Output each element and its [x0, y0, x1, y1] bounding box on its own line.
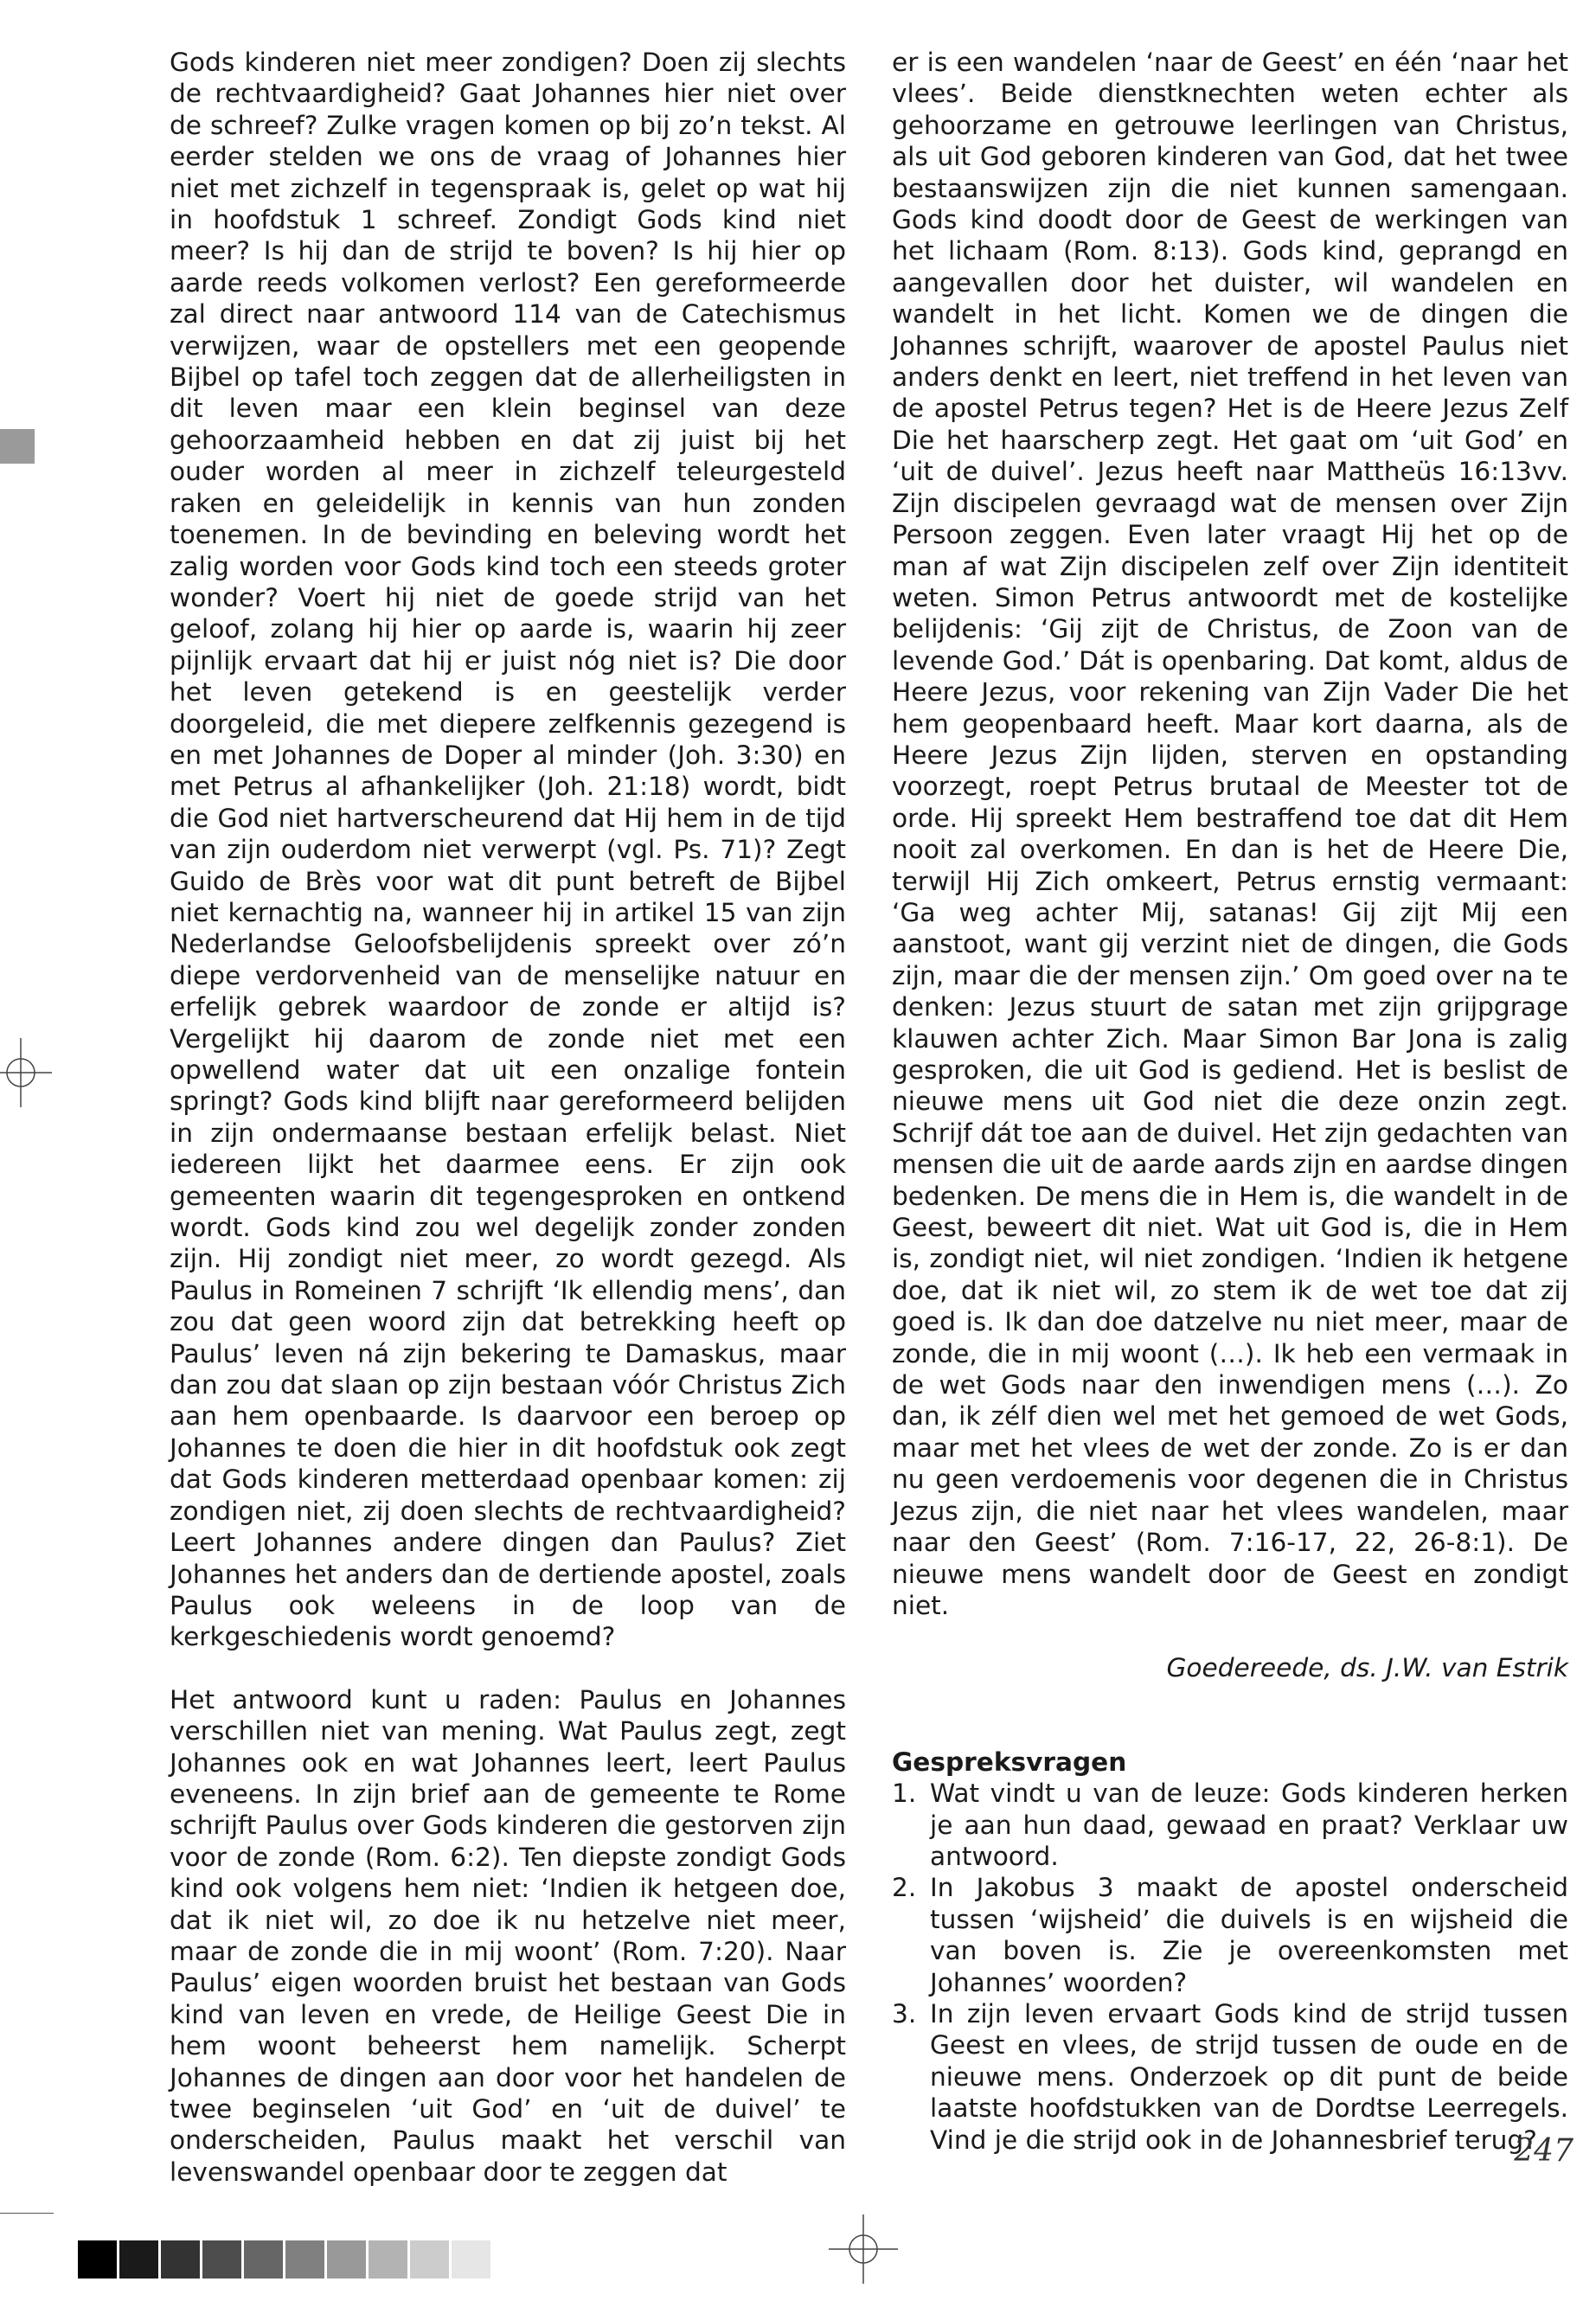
trim-mark	[0, 2213, 54, 2214]
questions-heading: Gespreksvragen	[892, 1747, 1127, 1777]
question-text: Wat vindt u van de leuze: Gods kinderen herken je aan hun daad, gewaad en praat? Verklaar uw antwoord.	[930, 1779, 1568, 1871]
color-swatch	[244, 2240, 283, 2279]
color-swatch	[327, 2240, 366, 2279]
side-color-tab	[0, 429, 35, 464]
color-swatch	[452, 2240, 490, 2279]
question-number: 1.	[892, 1779, 917, 1809]
questions-list	[892, 1778, 1568, 2156]
question-text: In Jakobus 3 maakt de apostel onderscheid tussen ‘wijsheid’ die duivels is en wijsheid die van boven is. Zie je overeenkomsten met Johannes’ woorden?	[930, 1873, 1568, 1997]
color-swatch	[78, 2240, 117, 2279]
paragraph: Gods kinderen niet meer zondigen? Doen zij slechts de rechtvaardigheid? Gaat Johannes hier niet over de schreef? Zulke vragen komen op bij zo’n tekst. Al eerder stelden we ons de vraag of Johannes hier niet met zichzelf in tegenspraak is, gelet op wat hij in hoofdstuk 1 schreef. Zondigt Gods kind niet meer? Is hij dan de strijd te boven? Is hij hier op aarde reeds volkomen verlost? Een gereformeerde zal direct naar antwoord 114 van de Catechismus verwijzen, waar de opstellers met een geopende Bijbel op tafel toch zeggen dat de allerheiligsten in dit leven maar een klein beginsel van deze gehoorzaamheid hebben en dat zij juist bij het ouder worden al meer in zichzelf teleurgesteld raken en geleidelijk in kennis van hun zonden toenemen. In de bevinding en beleving wordt het zalig worden voor Gods kind toch een steeds groter wonder? Voert hij niet de goede strijd van het geloof, zolang hij hier op aarde is, waarin hij zeer pijnlijk ervaart dat hij er juist nóg niet is? Die door het leven getekend is en geestelijk verder doorgeleid, die met diepere zelfkennis gezegend is en met Johannes de Doper al minder (Joh. 3:30) en met Petrus al afhankelijker (Joh. 21:18) wordt, bidt die God niet hartverscheurend dat Hij hem in de tijd van zijn ouderdom niet verwerpt (vgl. Ps. 71)? Zegt Guido de Brès voor wat dit punt betreft de Bijbel niet kernachtig na, wanneer hij in artikel 15 van zijn Nederlandse Geloofsbelijdenis spreekt over zó’n diepe verdorvenheid van de menselijke natuur en erfelijk gebrek waardoor de zonde er altijd is? Vergelijkt hij daarom de zonde niet met een opwellend water dat uit een onzalige fontein springt? Gods kind blijft naar gereformeerd belijden in zijn ondermaanse bestaan erfelijk belast. Niet iedereen lijkt het daarmee eens. Er zijn ook gemeenten waarin dit tegengesproken en ontkend wordt. Gods kind zou wel degelijk zonder zonden zijn. Hij zondigt niet meer, zo wordt gezegd. Als Paulus in Romeinen 7 schrijft ‘Ik ellendig mens’, dan zou dat geen woord zijn dat betrekking heeft op Paulus’ leven ná zijn bekering te Damaskus, maar dan zou dat slaan op zijn bestaan vóór Christus Zich aan hem openbaarde. Is daarvoor een beroep op Johannes te doen die hier in dit hoofdstuk ook zegt dat Gods kinderen metterdaad openbaar komen: zij zondigen niet, zij doen slechts de rechtvaardigheid? Leert Johannes andere dingen dan Paulus? Ziet Johannes het anders dan de dertiende apostel, zoals Paulus ook weleens in de loop van de kerkgeschiedenis wordt genoemd?	[170, 48, 846, 1652]
right-column	[892, 47, 1568, 2156]
author-signature: Goedereede, ds. J.W. van Estrik	[1166, 1653, 1568, 1683]
paragraph: Het antwoord kunt u raden: Paulus en Johannes verschillen niet van mening. Wat Paulus zegt, zegt Johannes ook en wat Johannes leert, leert Paulus eveneens. In zijn brief aan de gemeente te Rome schrijft Paulus over Gods kinderen die gestorven zijn voor de zonde (Rom. 6:2). Ten diepste zondigt Gods kind ook volgens hem niet: ‘Indien ik hetgeen doe, dat ik niet wil, zo doe ik nu hetzelve niet meer, maar de zonde die in mij woont’ (Rom. 7:20). Naar Paulus’ eigen woorden bruist het bestaan van Gods kind van leven en vrede, de Heilige Geest Die in hem woont beheerst hem namelijk. Scherpt Johannes de dingen aan door voor het handelen de twee beginselen ‘uit God’ en ‘uit de duivel’ te onderscheiden, Paulus maakt het verschil van levenswandel openbaar door te zeggen dat	[170, 1684, 846, 2187]
color-swatch	[202, 2240, 241, 2279]
question-text: In zijn leven ervaart Gods kind de strijd tussen Geest en vlees, de strijd tussen de oude en de nieuwe mens. Onderzoek op dit punt de beide laatste hoofdstukken van de Dordtse Leerregels. Vind je die strijd ook in de Johannesbrief terug?	[930, 1998, 1568, 2155]
question-number: 3.	[892, 1998, 917, 2029]
question-item	[892, 1872, 1568, 1998]
registration-mark-bottom	[829, 2214, 898, 2284]
color-swatch	[369, 2240, 407, 2279]
left-column	[170, 47, 846, 2188]
color-swatch	[119, 2240, 158, 2279]
paragraph: er is een wandelen ‘naar de Geest’ en één ‘naar het vlees’. Beide dienstknechten weten echter als gehoorzame en getrouwe leerlingen van Christus, als uit God geboren kinderen van God, dat het twee bestaanswijzen zijn die niet kunnen samengaan. Gods kind doodt door de Geest de werkingen van het lichaam (Rom. 8:13). Gods kind, geprangd en aangevallen door het duister, wil wandelen en wandelt in het licht. Komen we de dingen die Johannes schrijft, waarover de apostel Paulus niet anders denkt en leert, niet treffend in het leven van de apostel Petrus tegen? Het is de Heere Jezus Zelf Die het haarscherp zegt. Het gaat om ‘uit God’ en ‘uit de duivel’. Jezus heeft naar Mattheüs 16:13vv. Zijn discipelen gevraagd wat de mensen over Zijn Persoon zeggen. Even later vraagt Hij het op de man af wat Zijn discipelen zelf over Zijn identiteit weten. Simon Petrus antwoordt met de kostelijke belijdenis: ‘Gij zijt de Christus, de Zoon van de levende God.’ Dát is openbaring. Dat komt, aldus de Heere Jezus, voor rekening van Zijn Vader Die het hem geopenbaard heeft. Maar kort daarna, als de Heere Jezus Zijn lijden, sterven en opstanding voorzegt, roept Petrus brutaal de Meester tot de orde. Hij spreekt Hem bestraffend toe dat dit Hem nooit zal overkomen. En dan is het de Heere Die, terwijl Hij Zich omkeert, Petrus ernstig vermaant: ‘Ga weg achter Mij, satanas! Gij zijt Mij een aanstoot, want gij verzint niet de dingen, die Gods zijn, maar die der mensen zijn.’ Om goed over na te denken: Jezus stuurt de satan met zijn grijpgrage klauwen achter Zich. Maar Simon Bar Jona is zalig gesproken, die uit God is gediend. Het is beslist de nieuwe mens uit God niet die deze onzin zegt. Schrijf dát toe aan de duivel. Het zijn gedachten van mensen die uit de aarde aards zijn en aardse dingen bedenken. De mens die in Hem is, die wandelt in de Geest, beweert dit niet. Wat uit God is, die in Hem is, zondigt niet, wil niet zondigen. ‘Indien ik hetgene doe, dat ik niet wil, zo stem ik de wet toe dat zij goed is. Ik dan doe datzelve nu niet meer, maar de zonde, die in mij woont (…). Ik heb een vermaak in de wet Gods naar den inwendigen mens (…). Zo dan, ik zélf dien wel met het gemoed de wet Gods, maar met het vlees de wet der zonde. Zo is er dan nu geen verdoemenis voor degenen die in Christus Jezus zijn, die niet naar het vlees wandelen, maar naar den Geest’ (Rom. 7:16-17, 22, 26-8:1). De nieuwe mens wandelt door de Geest en zondigt niet.	[892, 48, 1568, 1620]
registration-mark-left	[0, 1038, 69, 1107]
question-item	[892, 1778, 1568, 1872]
color-swatch	[285, 2240, 324, 2279]
page-number: 247	[1514, 2133, 1574, 2169]
question-number: 2.	[892, 1873, 917, 1903]
color-swatch	[161, 2240, 200, 2279]
color-swatch	[410, 2240, 449, 2279]
question-item	[892, 1998, 1568, 2156]
grayscale-color-bar	[78, 2240, 493, 2279]
